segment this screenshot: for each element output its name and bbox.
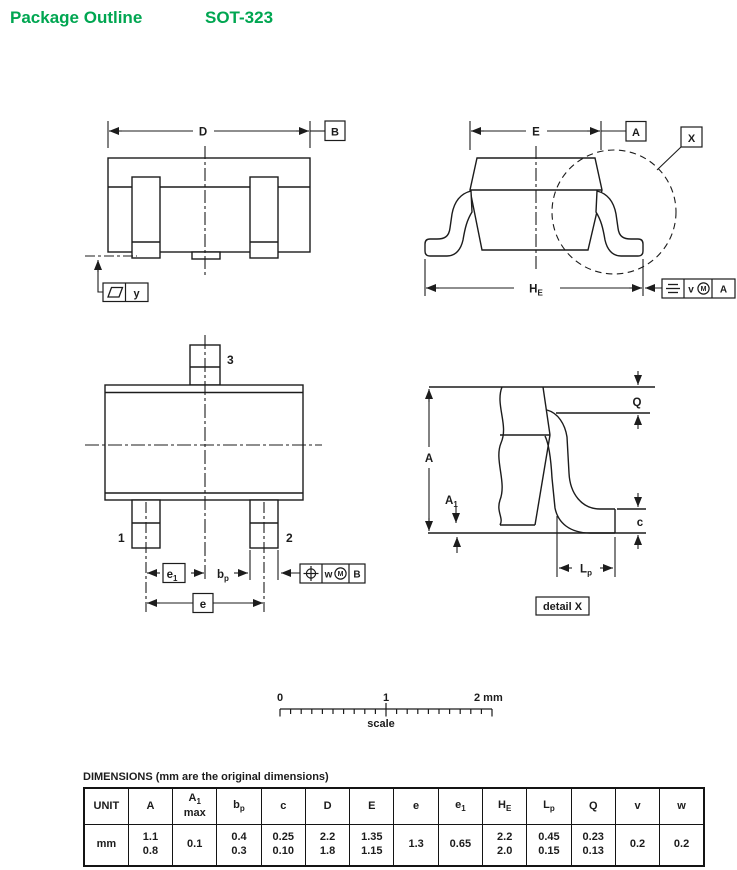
dim-label-Q: Q	[632, 397, 642, 409]
scale-label: scale	[367, 718, 395, 730]
dim-label-A1: $A_1$	[445, 495, 458, 509]
datum-a-label: A	[632, 127, 640, 139]
dimension-bp	[234, 550, 278, 580]
dimension-HE	[425, 259, 662, 296]
dimension-cell: 0.1	[173, 825, 217, 867]
dim-label-E: E	[532, 126, 540, 139]
pin1-label: 1	[118, 531, 125, 545]
column-header: UNIT	[84, 788, 128, 825]
detail-x-leader	[657, 147, 681, 170]
side-lead-right	[596, 191, 643, 256]
dimension-cell: 1.35 1.15	[350, 825, 394, 867]
front-leg-right	[250, 177, 278, 258]
symmetry-icon	[666, 285, 680, 293]
top-body	[105, 385, 303, 500]
package-name: SOT-323	[205, 8, 274, 27]
dimension-cell: 0.4 0.3	[217, 825, 261, 867]
dimension-cell: 0.23 0.13	[571, 825, 615, 867]
scale-tick-2mm: 2 mm	[474, 692, 503, 704]
column-header: $A_1$ max	[173, 788, 217, 825]
dimension-cell: 1.3	[394, 825, 438, 867]
dim-label-c: c	[636, 517, 644, 529]
tolerance-value: v	[688, 284, 694, 296]
mmc-letter: M	[700, 286, 707, 293]
dimension-cell: 0.45 0.15	[527, 825, 571, 867]
tolerance-value: w	[324, 569, 333, 581]
front-view	[85, 121, 345, 302]
dim-label-e1: $e_1$	[166, 569, 178, 583]
top-view	[85, 335, 365, 613]
scale-bar	[277, 692, 503, 730]
flatness-y-flag	[98, 260, 148, 302]
column-header: D	[305, 788, 349, 825]
dim-label-Lp: $L_p$	[580, 563, 592, 578]
dimension-A1	[456, 507, 457, 553]
datum-b-label: B	[331, 126, 339, 139]
column-header: $H_E$	[483, 788, 527, 825]
column-header: v	[615, 788, 659, 825]
column-header: A	[128, 788, 172, 825]
dim-label-HE: $H_E$	[529, 283, 543, 298]
detail-x-caption: detail X	[542, 601, 583, 613]
column-header: E	[350, 788, 394, 825]
dimension-cell: 0.2	[615, 825, 659, 867]
dimension-D	[108, 121, 325, 148]
position-icon	[304, 566, 319, 581]
side-lead-left	[425, 191, 472, 256]
detail-lead	[545, 410, 615, 533]
frame-datum: B	[353, 569, 361, 581]
dim-label-bp: $b_p$	[217, 569, 229, 583]
flatness-icon	[108, 288, 123, 298]
column-header: c	[261, 788, 305, 825]
dimension-E	[470, 121, 626, 150]
dimension-cell: 2.2 2.0	[483, 825, 527, 867]
side-view	[425, 121, 735, 298]
pin2-label: 2	[286, 531, 293, 545]
detail-x-view	[425, 371, 655, 615]
column-header: $e_1$	[438, 788, 482, 825]
dimensions-caption: DIMENSIONS (mm are the original dimensions)	[83, 771, 329, 783]
column-header: $b_p$	[217, 788, 261, 825]
mmc-letter: M	[337, 571, 344, 578]
table-row	[84, 825, 704, 867]
scale-tick-0: 0	[276, 692, 284, 704]
dimension-cell: 0.25 0.10	[261, 825, 305, 867]
dim-label-A: A	[424, 453, 434, 465]
dim-label-e: e	[199, 599, 207, 611]
front-leg-left	[132, 177, 160, 258]
frame-datum: A	[719, 284, 728, 296]
datum-y-label: y	[133, 288, 140, 300]
dimension-cell: 0.65	[438, 825, 482, 867]
dimension-cell: 2.2 1.8	[305, 825, 349, 867]
dimension-cell: mm	[84, 825, 128, 867]
column-header: w	[660, 788, 704, 825]
column-header: e	[394, 788, 438, 825]
scale-tick-1: 1	[382, 692, 390, 704]
pin3-label: 3	[227, 353, 234, 367]
dimensions-section	[83, 771, 707, 867]
body-break-line	[499, 387, 504, 525]
dimension-cell: 1.1 0.8	[128, 825, 172, 867]
front-center-tab	[192, 252, 220, 259]
dim-label-D: D	[198, 126, 208, 139]
column-header: Q	[571, 788, 615, 825]
page-title: Package Outline	[10, 8, 143, 27]
column-header: $L_p$	[527, 788, 571, 825]
dimension-cell: 0.2	[660, 825, 704, 867]
detail-x-ref-label: X	[687, 133, 696, 145]
dimensions-table	[83, 787, 705, 867]
